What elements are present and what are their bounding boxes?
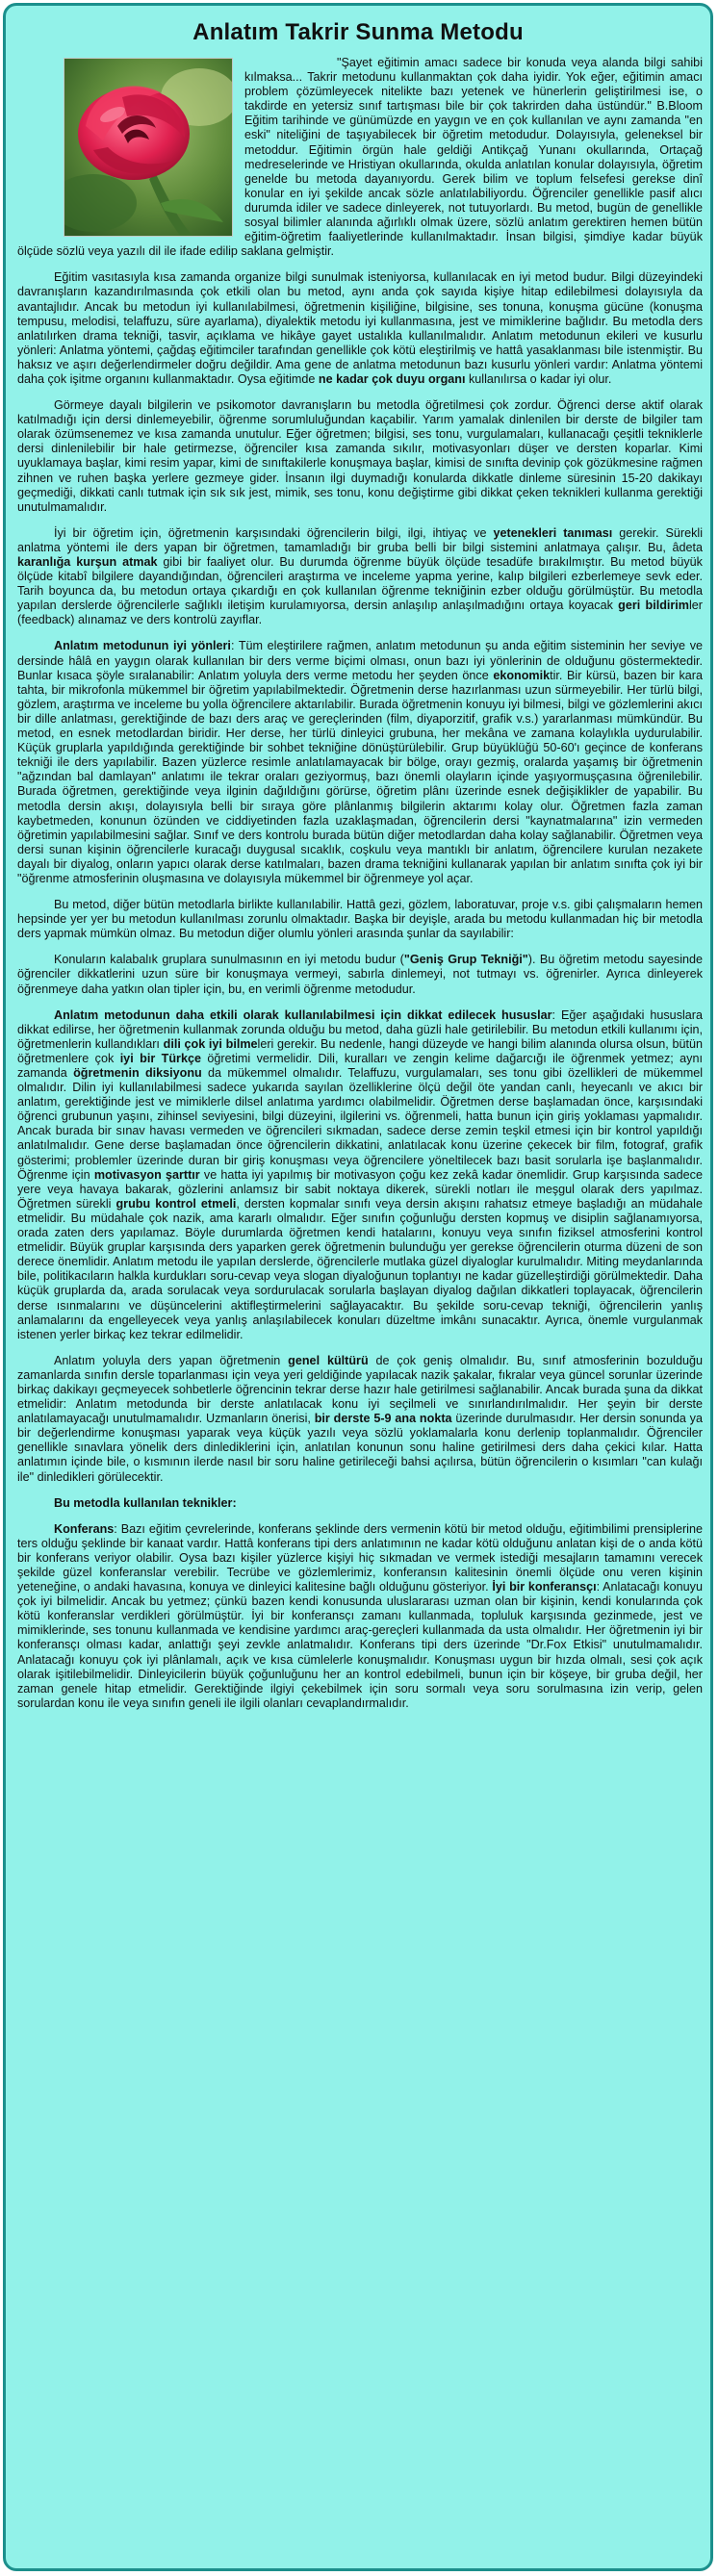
paragraph-9 bbox=[17, 1354, 703, 1485]
bold-text: öğretmenin diksiyonu bbox=[73, 1066, 202, 1080]
bold-text: grubu kontrol etmeli bbox=[115, 1196, 237, 1211]
bold-text: geri bildirim bbox=[618, 599, 689, 613]
bold-text: "Geniş Grup Tekniği" bbox=[403, 953, 528, 967]
text-run: : Eğer aşağıdaki hususlara dikkat edilirse, her öğretmenin kullanmak zorunda olduğu bu metod, daha güzli hale getirilebilir. Bu metodun etkili kullanımı için, öğretmenlerin kullandıkları bbox=[17, 1007, 703, 1051]
text-run: gerekir. Sürekli anlatma yöntemi ile ders yapan bir öğretmen, tamamladığı bir gruba belli bir bilgi sistemini anlatmaya çalışır. Bu, âdeta bbox=[17, 525, 703, 554]
bold-text: Anlatım metodunun iyi yönleri bbox=[54, 639, 231, 653]
paragraph-7 bbox=[17, 953, 703, 996]
bold-text: yetenekleri tanıması bbox=[493, 525, 613, 540]
paragraph-2 bbox=[17, 270, 703, 387]
bold-text: ekonomik bbox=[493, 668, 551, 682]
paragraph-6 bbox=[17, 898, 703, 941]
paragraph-3 bbox=[17, 398, 703, 515]
text-run: "Şayet eğitimin amacı sadece bir konuda veya alanda bilgi sahibi kılmaksa... Takrir metodunu kullanmaktan çok daha iyidir. Yok eğer, eğitimin amacı problem çözümleyecek nitelikte bazı yetenek ve hünerlerin geliştirilmesi ise, o takdirde en yetersiz sınıf tartışması bile bir çok takrirden daha üstündür." B.Bloom Eğitim tarihinde ve günümüzde en yaygın ve en çok kullanılan ve aynı zamanda "en eski" niteliğini de taşıyabilecek bir öğretim metodudur. Dolayısıyla, geleneksel bir metoddur. Eğitimin örgün hale geldiği Antikçağ Yunanı okullarında, Ortaçağ medreselerinde ve Hristiyan okullarında, okulda anlatılan konular dolayısıyla, öğretim genelde bu metoda dayanıyordu. Gerek bilim ve toplum felsefesi gerekse dinî konular en iyi şekilde ancak sözle anlatılabiliyordu. Öğrenciler genellikle pasif alıcı durumda idiler ve sadece dinleyerek, not tutuyorlardı. Bu metod, bugün de genellikle sosyal bilimler alanında ağırlıklı olmak üzere, sözlü anlatım gerektiren hemen bütün eğitim-öğretim faaliyetlerinde kullanılmaktadır. İnsan bilgisi, şimdiye kadar büyük ölçüde sözlü veya yazılı dil ile ifade edilip saklana gelmiştir. bbox=[17, 56, 703, 259]
text-run: de çok geniş olmalıdır. Bu, sınıf atmosferinin bozulduğu zamanlarda sınıfın dersle toparlanması için veya yeri geldiğinde yapılacak nazik şakalar, fıkralar veya güncel sorunlar üzerinde birkaç dakikayı geçmeyecek sohbetlerle öğrencinin tekrar derse hazır hale getirilmesi sağlanabilir. Ancak burada şuna da dikkat etmelidir: Anlatım metodunda bir derste anlatılacak konu iyi seçilmeli ve sınırlandırılmalıdır. Her şeyin bir derste anlatılamayacağı unutulmamalıdır. Uzmanların önerisi, bbox=[17, 1353, 703, 1426]
bold-text: genel kültürü bbox=[288, 1353, 369, 1367]
page-frame bbox=[3, 3, 713, 2571]
paragraph-conference bbox=[17, 1522, 703, 1711]
article-body bbox=[6, 56, 710, 1711]
text-run: ). Bu öğretim metodu sayesinde öğrenciler dikkatlerini uzun süre bir konuşmaya vermeyi, sabırla dinlemeyi, not tutmayı vs. öğrenirler. Ayrıca dinleyerek öğrenmeye daha yatkın olan tipler için, bu, en verimli öğrenme metodudur. bbox=[17, 953, 704, 996]
text-run: Anlatım yoluyla ders yapan öğretmenin bbox=[54, 1353, 289, 1367]
page-title: Anlatım Takrir Sunma Metodu bbox=[192, 19, 524, 45]
text-run: Bu metod, diğer bütün metodlarla birlikte kullanılabilir. Hattâ gezi, gözlem, laboratuvar, proje v.s. gibi çalışmaların hemen hepsinde yer yer bu metodun kullanılması zorunlu olmaktadır. Başka bir deyişle, arada bu metodu kullanmadan hiç bir metodla ders yapmak mümkün olmaz. Bu metodun diğer olumlu yönleri arasında şunlar da sayılabilir: bbox=[17, 898, 703, 941]
paragraph-effective-use bbox=[17, 1008, 703, 1342]
text-run: İyi bir öğretim için, öğretmenin karşısındaki öğrencilerin bilgi, ilgi, ihtiyaç ve bbox=[54, 525, 494, 540]
bold-text: motivasyon şarttır bbox=[93, 1167, 200, 1182]
text-run: tir. Bir kürsü, bazen bir kara tahta, bir mikrofonla mükemmel bir öğretim yapılabilmektedir. Öğretmenin derse hazırlanması uzun sürmeyebilir. Her türlü bilgi, gözlem, araştırma ve inceleme bu yolla öğrencilere aktarılabilir. Burada öğretmenin konuyu iyi bilmesi, bilgi ve gözlemlerini akıcı bir dille anlatması, gerektiğinde de bazı ders araç ve gereçlerinden (film, diyaporzitif, grafik v.s.) yararlanması mümkündür. Bu metod, en esnek metodlardan biridir. Her derse, her türlü dinleyici grubuna, her mekâna ve zamana kolaylıkla uydurulabilir. Küçük gruplarla yapıldığında gerektiğinde bir sohbet tekniğine dönüştürülebilir. Grup büyüklüğü 50-60'ı geçince de konferans tekniği ile ders yapılabilir. Bazen yüzlerce resimle anlatılamayacak bir bölge, orayı gezmiş, oralarda yaşamış bir öğretmenin "ağzından bal damlayan" anlatımı ile tekrar oraları geziyormuş, bazı önemli olayların içinde yaşıyormuşçasına öğrenilebilir. Burada öğretmen, gerektiğinde veya ilginin dağıldığını görürse, öğretim plânı üzerinde esnek değişiklikler de yapabilir. Bu metodla dersin akışı, dolayısıyla belli bir sıraya göre plânlanmış bilgilerin aktarımı kolay olur. Öğretmen fazla zaman kaybetmeden, konunun özünden ve ciddiyetinden fazla uzaklaşmadan, öğrencilerin dersi "kaynatmalarına" izin vermeden öğretimin yapılabilmesini sağlar. Sınıf ve ders kontrolu burada bütün diğer metodlardan daha kolay sağlanabilir. Öğretmen veya dersi sunan kişinin öğrencilerle kuracağı duygusal sıcaklık, coşkulu veya mantıklı bir anlatım, öğrencilere kurulan nezakete dayalı bir diyalog, onların yapıcı olarak derse katılmaları, bazen drama tekniğini kullanarak yapılan bir anlatım sınıfta çok iyi bir "öğrenme atmosferinin oluşmasına ve dolayısıyla mükemmel bir öğrenmeye yol açar. bbox=[17, 668, 703, 885]
text-run: : Bazı eğitim çevrelerinde, konferans şeklinde ders vermenin kötü bir metod olduğu, eğitimbilimi prensiplerine ters olduğu şeklinde bir kanaat vardır. Hattâ konferans tipi ders anlatımının ne kadar kötü olduğunu anlatan kişi de o anda kötü bir konferans veriyor olabilir. Oysa bazı kişiler yüzlerce kişiyi hiç sıkmadan ve vermek istediği mesajların tamamını verecek şekilde güzel konferanslar verebilir. Tecrübe ve gözlemlerimiz, konferansın kalitesinin önemli ölçüde onu veren kişinin yeteneğine, o andaki havasına, konuya ve dinleyici kalitesine bağlı olduğunu gösteriyor. bbox=[17, 1521, 703, 1594]
bold-text: dili çok iyi bilme bbox=[163, 1036, 258, 1051]
text-run: leri gerekir. Bu nedenle, hangi düzeyde ve hangi bilim alanında olursa olsun, bütün öğretmenlere çok bbox=[17, 1036, 703, 1065]
text-run: : Tüm eleştirilere rağmen, anlatım metodunun şu anda eğitim sisteminin her seviye ve dersinde hâlâ en yaygın olarak kullanılan bir ders verme biçimi olması, onun bazı iyi yönlerinin de olduğunu göstermektedir. Bunlar kısaca şöyle sıralanabilir: Anlatım yoluyla ders verme metodu her şeyden önce bbox=[17, 639, 703, 682]
text-run: ler (feedback) alınamaz ve ders kontrolü zayıflar. bbox=[17, 599, 703, 627]
text-run: Görmeye dayalı bilgilerin ve psikomotor davranışların bu metodla öğretilmesi çok zordur. Öğrenci derse aktif olarak katılmadığı için dersi dinlemeyebilir, öğrenme sorumluluğundan kaçabilir. Yarım yamalak dinlenilen bir derste de bilgiler tam olarak özümsenemez ve kısa zamanda unutulur. Eğer öğretmen; bilgisi, ses tonu, vurgulamaları, kullanacağı çeşitli tekniklerle dersi dinlenilebilir bir hale getirmezse, öğrenciler kısa zamanda sıkılır, motivasyonları düşer ve dersten koparlar. Kimi uyuklamaya başlar, kimi resim yapar, kimi de sınıftakilerle konuşmaya başlar, kimisi de sınıfta devinip çok gözükmesine rağmen zihnen ve ruhen başka yerlere gezmeye gider. İnsanın ilgi duymadığı konularda dikkatle dinleme süresinin 15-20 dakikayı geçmediği, dikkati canlı tutmak için sık sık jest, mimik, ses tonu, konu değiştirme gibi dikkat çeken teknikleri kullanma gerektiği unutulmamalıdır. bbox=[17, 398, 703, 514]
text-run: : Anlatacağı konuyu çok iyi bilmelidir. Ancak bu yetmez; çünkü bazen kendi konusunda uluslararası uzman olan bir kişinin, kendi konularında çok kötü konferanslar verdikleri görülmüştür. İyi bir konferansçı zamanı kullanmada, topluluk karşısında gezinmede, jest ve mimiklerinde, ses tonunu kullanmada ve kendisine yardımcı araç-gereçleri kullanmada da usta olmalıdır. Her öğretmenin iyi bir konferansçı olması kadar, anlattığı şeyi zevkle anlatmalıdır. Konferans tipi ders üzerinde "Dr.Fox Etkisi" unutulmamalıdır. Anlatacağı konuyu çok iyi plânlamalı, açık ve kısa cümlelerle konuşmalıdır. Konuşması uygun bir hızda olmalı, sesi çok açık olarak işitilebilmelidir. Dinleyicilerin büyük çoğunluğunu her an kontrol edebilmeli, bunun için bir köşeye, bir gruba değil, her zaman genele hitap etmelidir. Gerektiğinde ilgiyi çekebilmek için soru sormalı veya soru sorulmasına izin verip, gelen sorulardan konu ile veya sınıfın geneli ile ilgili olanları cevaplandırmalıdır. bbox=[17, 1580, 703, 1710]
paragraph-good-aspects bbox=[17, 639, 703, 886]
text-run: öğretimi vermelidir. Dili, kuralları ve zengin kelime dağarcığı ile öğrenmek yetmez; aynı zamanda bbox=[17, 1051, 703, 1080]
rose-flower-photo-icon bbox=[64, 59, 233, 237]
text-run: ve hatta iyi yapılmış bir motivasyon çoğu kez zekâ kadar önemlidir. Grup karşısında sadece yere veya havaya bakarak, gözlerini anlamsız bir sabit noktaya dikerek, sürekli notları ile meşgul olarak ders yapılmaz. Öğretmen sürekli bbox=[17, 1167, 703, 1211]
bold-text: ne kadar çok duyu organı bbox=[318, 371, 466, 386]
rose-photo bbox=[64, 58, 233, 237]
text-run: , dersten kopmalar sınıfı veya dersin akışını rahatsız etmeye başladığı an müdahale etmelidir. Bu müdahale çok nazik, ama kararlı olmalıdır. Eğer sınıfın çoğunluğu dersten kopmuş ve disiplin sağlanamıyorsa, orada zaten ders yapılamaz. Böyle durumlarda öğretmen kendi hatalarını, konuyu veya sınıfın fiziksel atmosferini kontrol etmelidir. Büyük gruplar karşısında ders yaparken gerek öğretmenin bulunduğu yer gerekse öğrencilerin oturma düzeni de son derece önemlidir. Anlatım metodu ile yapılan derslerde, öğrencilerle mutlaka güzel diyaloglar kurulmalıdır. Miting meydanlarında bile, politikacıların halkla kurdukları soru-cevap veya slogan diyaloğunun toplantıyı ne kadar güzelleştirdiği görülmektedir. Daha küçük gruplarda da, arada sorulacak veya sordurulacak sorularla başlayan diyalog dağılan dikkatleri toplayacak, öğrencilerin derse ısınmalarını ve düşüncelerini aktifleştirmelerini sağlayacaktır. Bu şekilde soru-cevap tekniği, öğrencilerin yanlış anlamalarını da engelleyecek veya yanlış anlaşılabilecek konuları düzeltme imkânı sunacaktır. Ayrıca, önemle vurgulanmak istenen yerler birkaç kez tekrar edilmelidir. bbox=[17, 1196, 703, 1341]
text-run: da mükemmel olmalıdır. Telaffuzu, vurgulamaları, ses tonu gibi özellikleri de mükemmel olmalıdır. Dilin iyi kullanılabilmesi sadece yukarıda sayılan özelliklerine ölçü değil öte yandan canlı, heyecanlı ve akıcı bir anlatım, gerektiğinde jest ve mimiklerle dilsel anlatıma yardımcı olabilmelidir. Öğretmen derse başlamadan önce, karşısındaki öğrenci grubunun yaşını, zihinsel seviyesini, bilgi düzeyini, ilgilerini vs. öğrenmeli, hatta bunun için giriş yoklaması yapmalıdır. Ancak burada bir sınav havası vermeden ve öğrencileri sıkmadan, sadece derse zemin teşkil etmesi için bir kontrol yapıldığı anlatılmalıdır. Gene derse başlamadan önce öğrencilerin dikkatini, anlatılacak konu üzerine çekecek bir film, fotograf, grafik gösterimi; problemler üzerinde duran bir giriş konuşması veya öğrencilere yöneltilecek bazı basit sorularla işe başlanmalıdır. Öğrenme için bbox=[17, 1066, 703, 1182]
text-run: kullanılırsa o kadar iyi olur. bbox=[465, 371, 612, 386]
bold-text: karanlığa kurşun atmak bbox=[17, 555, 158, 569]
text-run: üzerinde durulmasıdır. Her dersin sonunda ya bir değerlendirme konuşması yaparak veya küçük yazılı veya sözlü yoklamalarla konu derlenip toplanmalıdır. Öğrenciler genellikle sınavlara yönelik ders dinlediklerini için, anlatılan konunun sonu haline getirilmesi ders daha çekici kılar. Hatta anlatımın içinde bile, o kısmının ilerde nasıl bir soru haline getirileceği bahsi açılırsa, bütün öğrencilerin o kısımları "can kulağı ile" dinledikleri görülecektir. bbox=[17, 1412, 703, 1484]
paragraph-4 bbox=[17, 526, 703, 628]
text-run: Eğitim vasıtasıyla kısa zamanda organize bilgi sunulmak isteniyorsa, kullanılacak en iyi metod budur. Bilgi düzeyindeki davranışların kazandırılmasında çok etkili olan bu metod, aynı anda çok sayıda kişiye hitap edilebilmesi dolayısıyla da avantajlıdır. Ancak bu metodun iyi kullanılabilmesi, öğretmenin kişiliğine, bilgisine, ses tonuna, konuşma gücüne (konuşma tempusu, melodisi, telaffuzu, süre ayarlama), diyalektik metodu iyi kullanmasına, jest ve mimiklerine bağlıdır. Bu metodla ders anlatılırken drama tekniği, tasvir, açıklama ve hikâye gayet ustalıkla kullanılmalıdır. Anlatım metodunun ekileri ve kusurlu yönleri: Anlatma yöntemi, çağdaş eğitimciler tarafından genellikle çok kötü eleştirilmiş ve hattâ yasaklanması bile istenmiştir. Bu haksız ve aşırı değerlendirmeler doğru değildir. Ama gene de anlatma metodunun bazı kusurlu yönleri vardır: Anlatma yöntemi daha çok işitme organını kullanmaktadır. Oysa eğitimde bbox=[17, 270, 703, 386]
text-run: Konuların kalabalık gruplara sunulmasının en iyi metodu budur ( bbox=[54, 953, 404, 967]
bold-text: İyi bir konferansçı bbox=[492, 1580, 597, 1594]
section-heading-techniques: Bu metodla kullanılan teknikler: bbox=[54, 1495, 237, 1510]
bold-text: Konferans bbox=[54, 1521, 115, 1536]
bold-text: iyi bir Türkçe bbox=[119, 1051, 201, 1065]
bold-text: Anlatım metodunun daha etkili olarak kullanılabilmesi için dikkat edilecek hususlar bbox=[54, 1007, 552, 1022]
bold-text: bir derste 5-9 ana nokta bbox=[314, 1412, 452, 1426]
text-run: gibi bir faaliyet olur. Bu durumda öğrenme büyük ölçüde tesadüfe bırakılmıştır. Bu metod büyük ölçüde kitabî bilgilere dayandığından, öğrencileri araştırma ve inceleme yapma yerine, kalıp bilgileri ezberlemeye sevk eder. Tarih boyunca da, bu metodun ortaya çıkardığı en çok kullanılan öğrenme tekniğinin ezber olduğu görülmüştür. Bu metodla yapılan derslerde öğrencilerle sağlıklı iletişim kurulamıyorsa, dersin anlaşılıp anlaşılmadığını ortaya koyacak bbox=[17, 555, 703, 613]
